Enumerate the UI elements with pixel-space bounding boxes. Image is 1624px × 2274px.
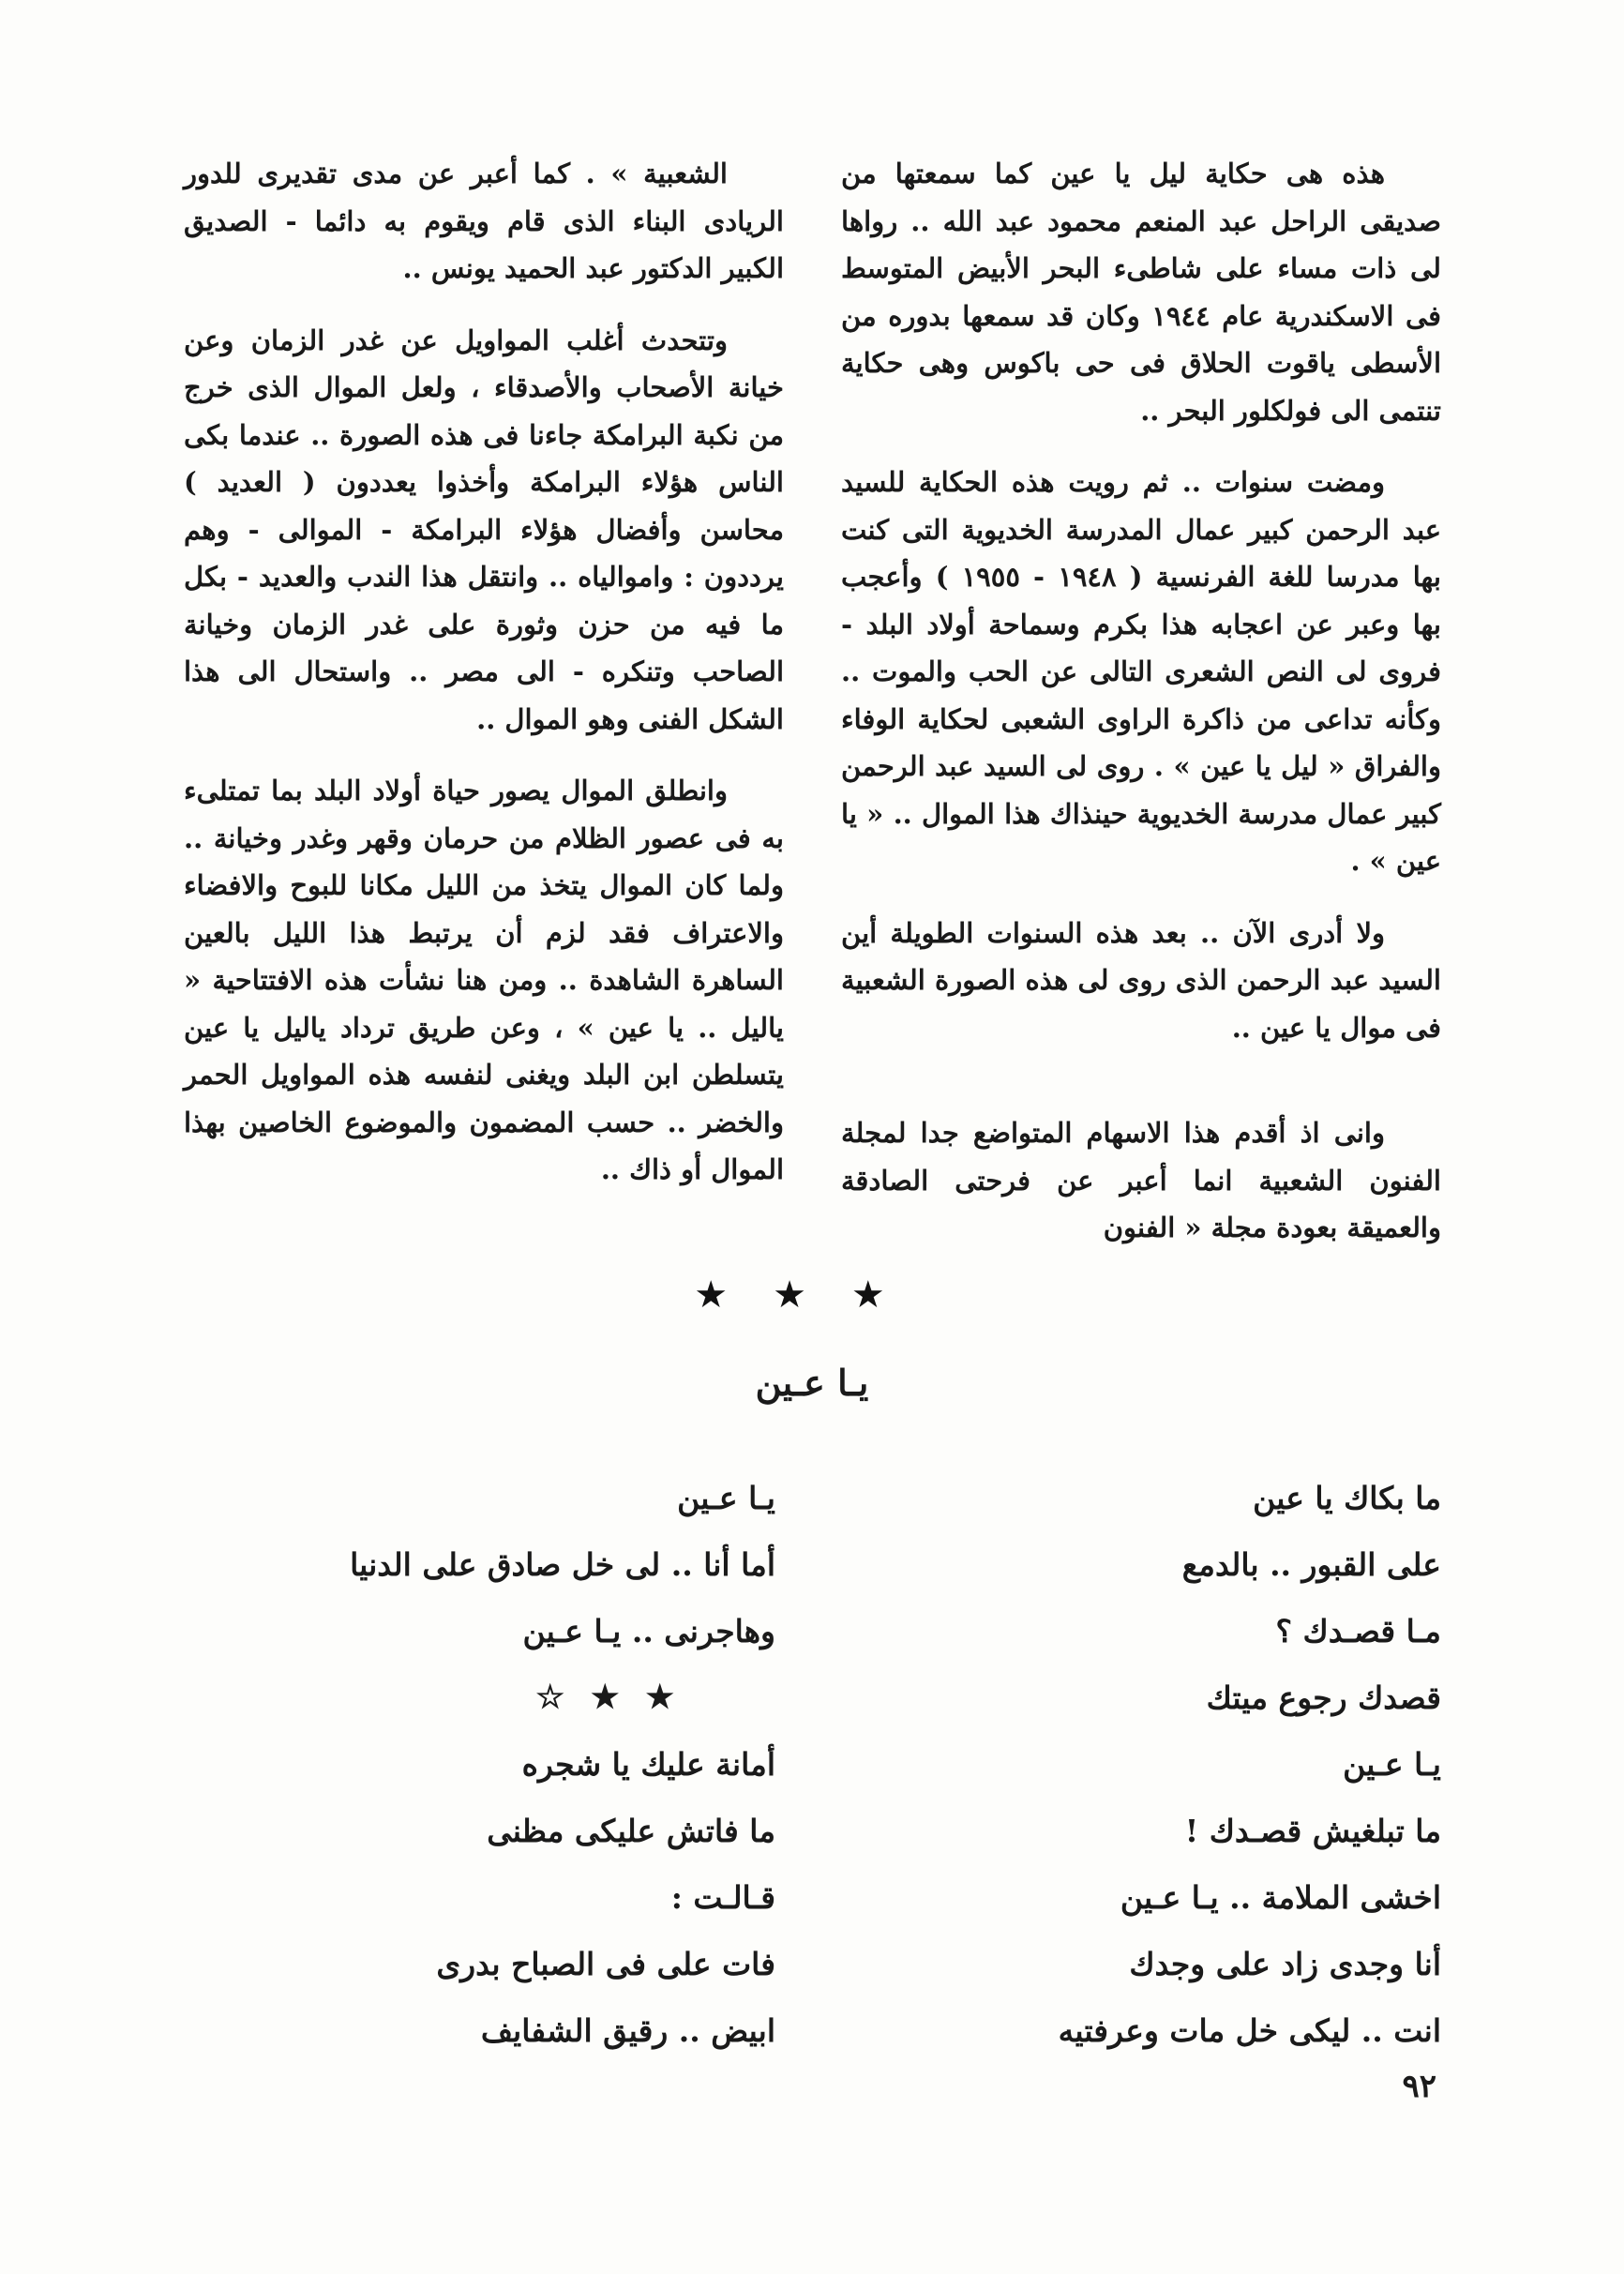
- article-column-left: [184, 150, 784, 1218]
- paragraph: وتتحدث أغلب المواويل عن غدر الزمان وعن خيانة الأصحاب والأصدقاء ، ولعل الموال الذى خرج من نكبة البرامكة جاءنا فى هذه الصورة .. عندما بكى الناس هؤلاء البرامكة وأخذوا يعددون ( العديد ) محاسن وأفضال هؤلاء البرامكة - الموالى - وهم يرددون : واموالياه .. وانتقل هذا الندب والعديد - بكل ما فيه من حزن وثورة على غدر الزمان وخيانة الصاحب وتنكره - الى مصر .. واستحال الى هذا الشكل الفنى وهو الموال ..: [184, 324, 784, 735]
- article-column-right: [841, 150, 1441, 1276]
- verse-line: ابيض .. رقيق الشفايف: [480, 2012, 775, 2049]
- verse-line: يـا عـين: [1343, 1746, 1441, 1783]
- verse-line: أنا وجدى زاد على وجدك: [1129, 1946, 1441, 1982]
- verse-line: يـا عـين: [677, 1480, 775, 1516]
- paragraph: وانى اذ أقدم هذا الاسهام المتواضع جدا لمجلة الفنون الشعبية انما أعبر عن فرحتى الصادقة والعميقة بعودة مجلة « الفنون: [841, 1117, 1441, 1243]
- poem-title: يـا عـين: [755, 1362, 869, 1404]
- verse-line: أمانة عليك يا شجره: [521, 1746, 775, 1783]
- section-divider-stars: ★★★: [694, 1273, 930, 1317]
- verse-line: انت .. ليكى خل مات وعرفتيه: [1058, 2012, 1441, 2049]
- verse-divider-stars: ★★☆: [535, 1679, 700, 1716]
- poem-column-left: [250, 1465, 775, 2064]
- paragraph: ولا أدرى الآن .. بعد هذه السنوات الطويلة أين السيد عبد الرحمن الذى روى لى هذه الصورة الشعبية فى موال يا عين ..: [841, 916, 1441, 1044]
- poem-column-right: [916, 1465, 1441, 2064]
- verse-line: مـا قصـدك ؟: [1275, 1613, 1441, 1649]
- verse-line: قـالـت :: [670, 1879, 775, 1916]
- verse-line: أما أنا .. لى خل صادق على الدنيا: [350, 1546, 775, 1583]
- verse-line: ما تبلغيش قصـدك !: [1184, 1813, 1441, 1849]
- verse-line: ما فاتش عليكى مظنى: [487, 1813, 775, 1849]
- verse-line: قصدك رجوع ميتك: [1206, 1679, 1441, 1716]
- paragraph: الشعبية » . كما أعبر عن مدى تقديرى للدور الريادى البناء الذى قام ويقوم به دائما - الصديق الكبير الدكتور عبد الحميد يونس ..: [184, 158, 784, 284]
- verse-line: على القبور .. بالدمع: [1181, 1546, 1441, 1583]
- page-number: ٩٢: [1402, 2068, 1436, 2105]
- verse-line: وهاجرنى .. يـا عـين: [522, 1613, 775, 1649]
- verse-line: فات على فى الصباح بدرى: [436, 1946, 775, 1982]
- paragraph: ومضت سنوات .. ثم رويت هذه الحكاية للسيد عبد الرحمن كبير عمال المدرسة الخديوية التى كنت بها مدرسا للغة الفرنسية ( ١٩٤٨ - ١٩٥٥ ) وأعجب بها وعبر عن اعجابه هذا بكرم وسماحة أولاد البلد - فروى لى النص الشعرى التالى عن الحب والموت .. وكأنه تداعى من ذاكرة الراوى الشعبى لحكاية الوفاء والفراق « ليل يا عين » . روى لى السيد عبد الرحمن كبير عمال مدرسة الخديوية حينذاك هذا الموال .. « يا عين » .: [841, 466, 1441, 877]
- paragraph: وانطلق الموال يصور حياة أولاد البلد بما تمتلىء به فى عصور الظلام من حرمان وقهر وغدر وخيانة .. ولما كان الموال يتخذ من الليل مكانا للبوح والافضاء والاعتراف فقد لزم أن يرتبط هذا الليل بالعين الساهرة الشاهدة .. ومن هنا نشأت هذه الافتتاحية « ياليل .. يا عين » ، وعن طريق ترداد ياليل يا عين يتسلطن ابن البلد ويغنى لنفسه هذه المواويل الحمر والخضر .. حسب المضمون والموضوع الخاصين بهذا الموال أو ذاك ..: [184, 775, 784, 1185]
- paragraph: هذه هى حكاية ليل يا عين كما سمعتها من صديقى الراحل عبد المنعم محمود عبد الله .. رواها لى ذات مساء على شاطىء البحر الأبيض المتوسط فى الاسكندرية عام ١٩٤٤ وكان قد سمعها بدوره من الأسطى ياقوت الحلاق فى حى باكوس وهى حكاية تنتمى الى فولكلور البحر ..: [841, 158, 1441, 427]
- verse-line: ما بكاك يا عين: [1253, 1480, 1441, 1516]
- verse-line: اخشى الملامة .. يـا عـين: [1120, 1879, 1441, 1916]
